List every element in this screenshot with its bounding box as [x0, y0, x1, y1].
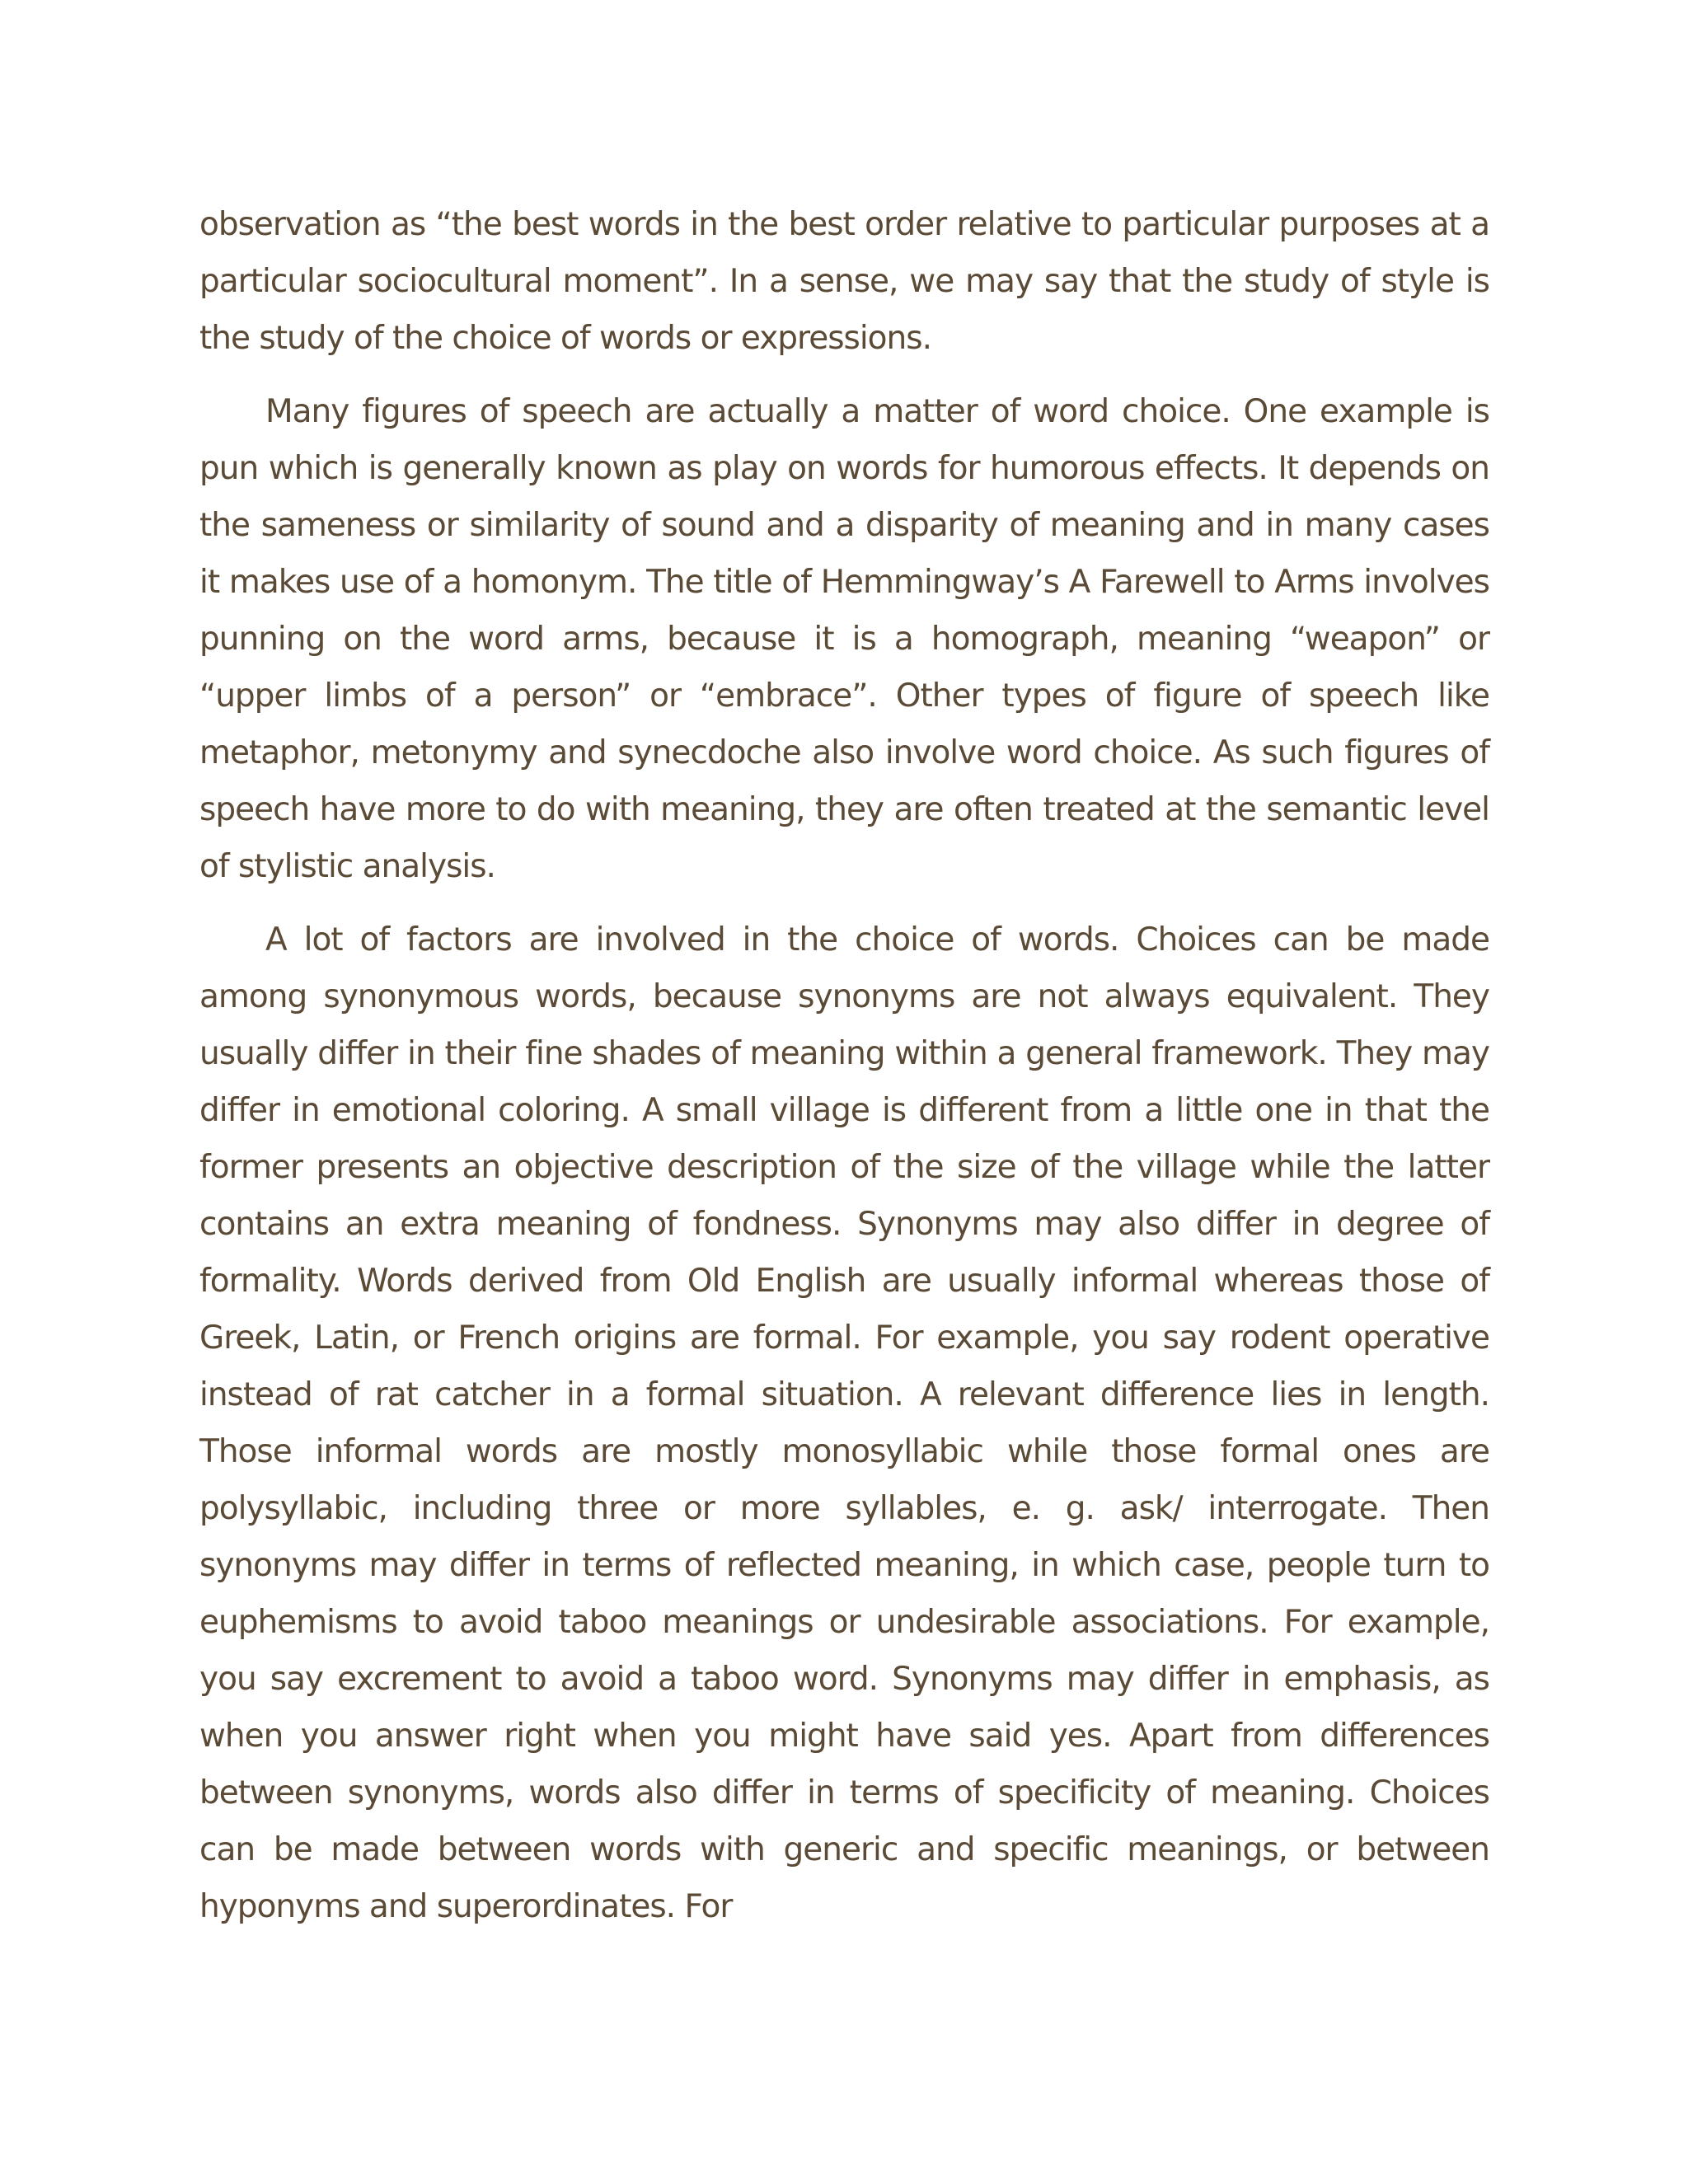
paragraph-1: observation as “the best words in the best order relative to particular purposes at a particular sociocultural moment”. In a sense, we may say that the study of style is the study of the choice of words or expressions. — [199, 206, 1489, 357]
paragraph-2: Many figures of speech are actually a matter of word choice. One example is pun which is generally known as play on words for humorous effects. It depends on the sameness or similarity of sound and a disparity of meaning and in many cases it makes use of a homonym. The title of Hemmingway’s A Farewell to Arms involves punning on the word arms, because it is a homograph, meaning “weapon” or “upper limbs of a person” or “embrace”. Other types of figure of speech like metaphor, metonymy and synecdoche also involve word choice. As such figures of speech have more to do with meaning, they are often treated at the semantic level of stylistic analysis. — [199, 393, 1489, 885]
body-text — [199, 196, 1489, 1952]
paragraph-3: A lot of factors are involved in the choice of words. Choices can be made among synonymous words, because synonyms are not always equivalent. They usually differ in their fine shades of meaning within a general framework. They may differ in emotional coloring. A small village is different from a little one in that the former presents an objective description of the size of the village while the latter contains an extra meaning of fondness. Synonyms may also differ in degree of formality. Words derived from Old English are usually informal whereas those of Greek, Latin, or French origins are formal. For example, you say rodent operative instead of rat catcher in a formal situation. A relevant difference lies in length. Those informal words are mostly monosyllabic while those formal ones are polysyllabic, including three or more syllables, e. g. ask/ interrogate. Then synonyms may differ in terms of reflected meaning, in which case, people turn to euphemisms to avoid taboo meanings or undesirable associations. For example, you say excrement to avoid a taboo word. Synonyms may differ in emphasis, as when you answer right when you might have said yes. Apart from differences between synonyms, words also differ in terms of specificity of meaning. Choices can be made between words with generic and specific meanings, or between hyponyms and superordinates. For — [199, 921, 1489, 1925]
